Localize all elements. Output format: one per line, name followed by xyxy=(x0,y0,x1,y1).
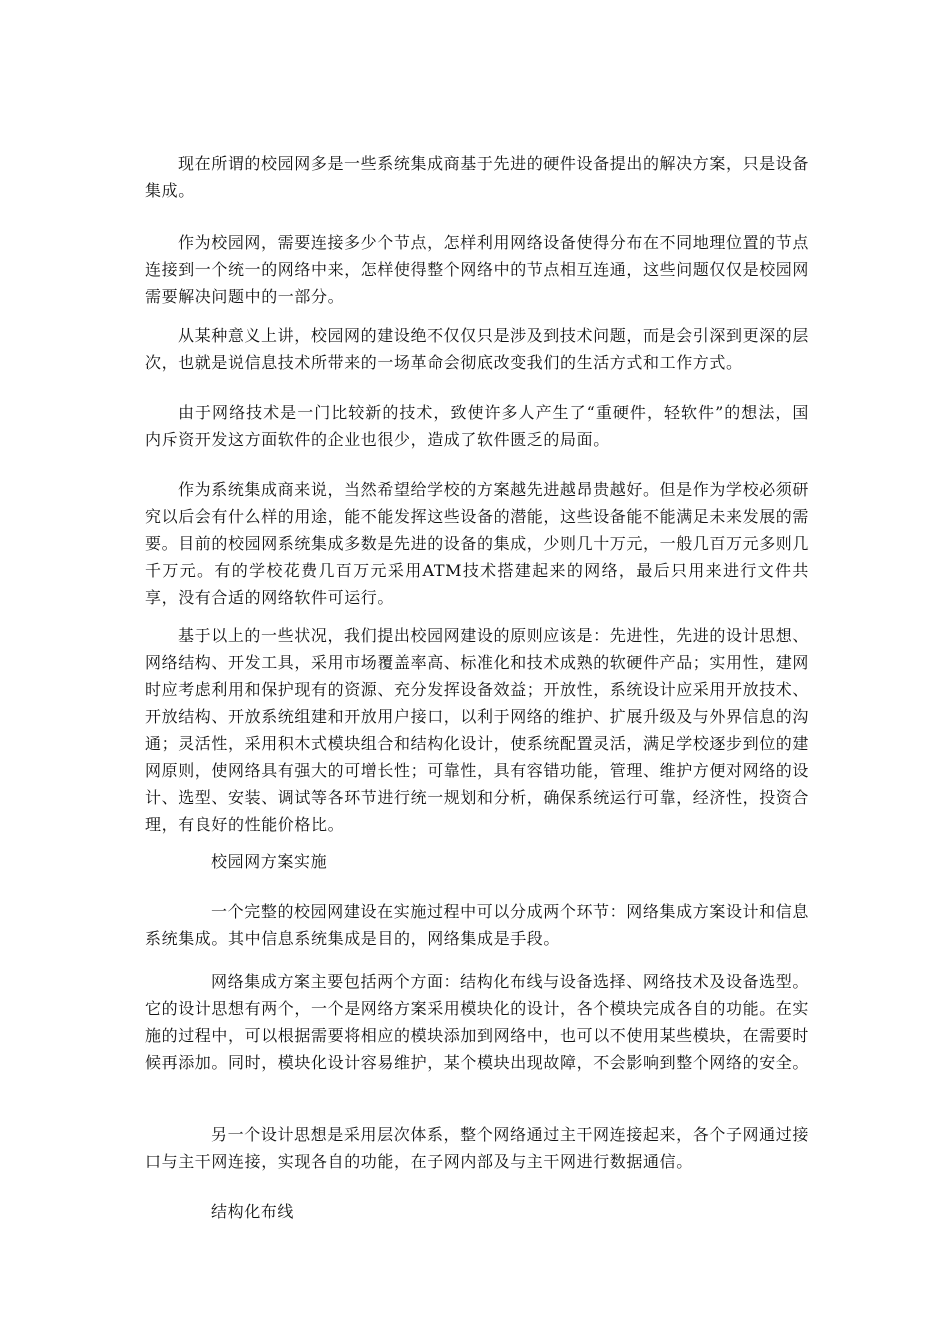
section1-paragraph-3: 另一个设计思想是采用层次体系，整个网络通过主干网连接起来，各个子网通过接口与主干网连接，实现各自的功能，在子网内部及与主干网进行数据通信。 xyxy=(145,1125,809,1171)
section1-paragraph-1: 一个完整的校园网建设在实施过程中可以分成两个环节：网络集成方案设计和信息系统集成。其中信息系统集成是目的，网络集成是手段。 xyxy=(145,902,809,948)
section-heading-implementation: 校园网方案实施 xyxy=(211,852,328,871)
paragraph-3: 从某种意义上讲，校园网的建设绝不仅仅只是涉及到技术问题，而是会引深到更深的层次，也就是说信息技术所带来的一场革命会彻底改变我们的生活方式和工作方式。 xyxy=(145,326,809,372)
paragraph-5: 作为系统集成商来说，当然希望给学校的方案越先进越昂贵越好。但是作为学校必须研究以后会有什么样的用途，能不能发挥这些设备的潜能，这些设备能不能满足未来发展的需要。目前的校园网系统集成多数是先进的设备的集成，少则几十万元，一般几百万元多则几千万元。有的学校花费几百万元采用ATM技术搭建起来的网络，最后只用来进行文件共享，没有合适的网络软件可运行。 xyxy=(145,480,810,607)
paragraph-4: 由于网络技术是一门比较新的技术，致使许多人产生了“重硬件，轻软件”的想法，国内斥资开发这方面软件的企业也很少，造成了软件匮乏的局面。 xyxy=(145,403,809,449)
paragraph-6: 基于以上的一些状况，我们提出校园网建设的原则应该是：先进性，先进的设计思想、网络结构、开发工具，采用市场覆盖率高、标准化和技术成熟的软硬件产品；实用性，建网时应考虑利用和保护现有的资源、充分发挥设备效益；开放性，系统设计应采用开放技术、开放结构、开放系统组建和开放用户接口，以利于网络的维护、扩展升级及与外界信息的沟通；灵活性，采用积木式模块组合和结构化设计，使系统配置灵活，满足学校逐步到位的建网原则，使网络具有强大的可增长性；可靠性，具有容错功能，管理、维护方便对网络的设计、选型、安装、调试等各环节进行统一规划和分析，确保系统运行可靠，经济性，投资合理，有良好的性能价格比。 xyxy=(145,626,810,834)
section-heading-cabling: 结构化布线 xyxy=(211,1202,295,1221)
paragraph-1: 现在所谓的校园网多是一些系统集成商基于先进的硬件设备提出的解决方案，只是设备集成。 xyxy=(145,154,809,200)
section1-paragraph-2: 网络集成方案主要包括两个方面：结构化布线与设备选择、网络技术及设备选型。它的设计思想有两个，一个是网络方案采用模块化的设计，各个模块完成各自的功能。在实施的过程中，可以根据需要将相应的模块添加到网络中，也可以不使用某些模块，在需要时候再添加。同时，模块化设计容易维护，某个模块出现故障，不会影响到整个网络的安全。 xyxy=(145,972,810,1072)
paragraph-2: 作为校园网，需要连接多少个节点，怎样利用网络设备使得分布在不同地理位置的节点连接到一个统一的网络中来，怎样使得整个网络中的节点相互连通，这些问题仅仅是校园网需要解决问题中的一部分。 xyxy=(145,233,810,306)
